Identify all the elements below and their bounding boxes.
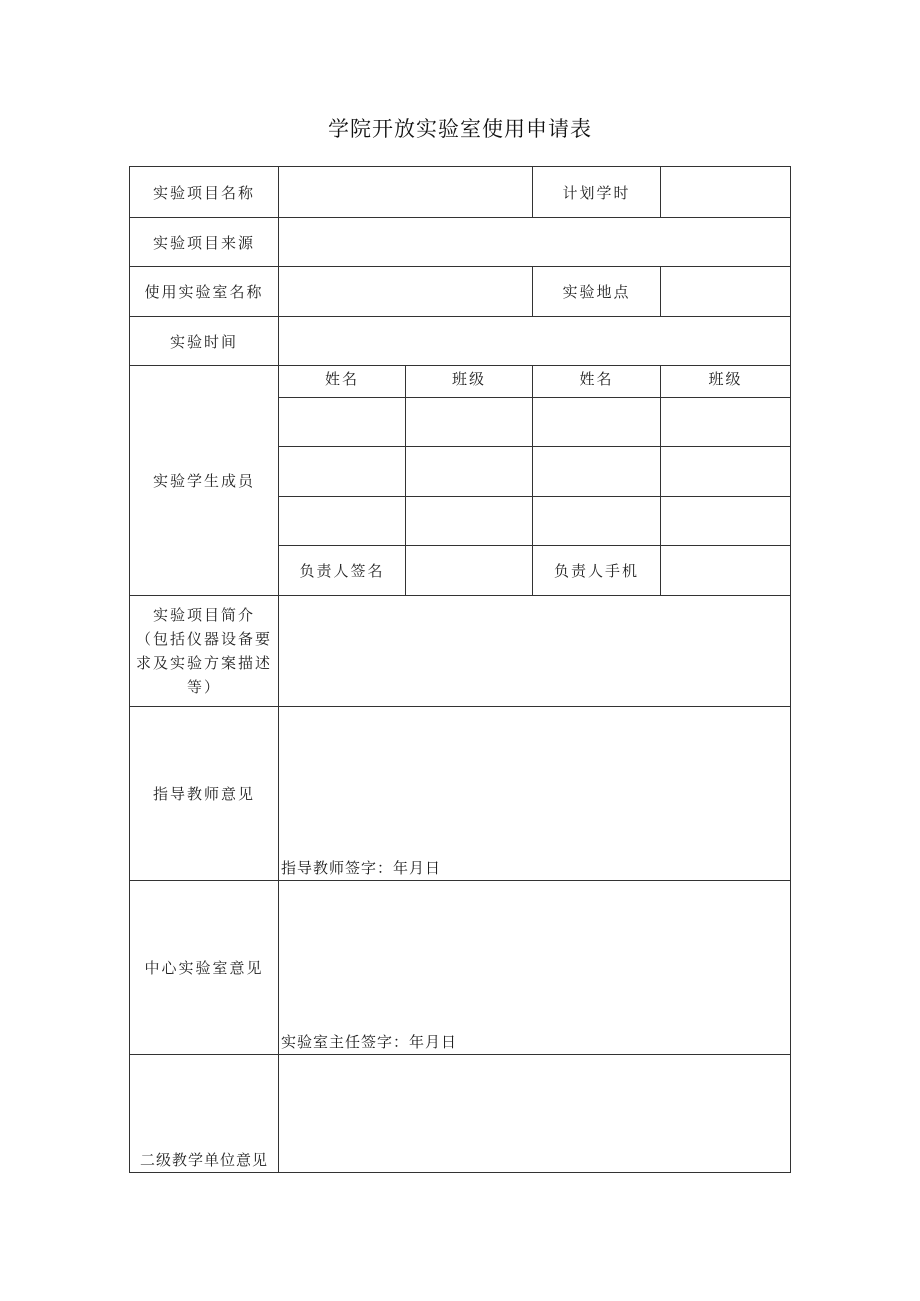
label-leader-signature: 负责人签名 [279,546,406,596]
field-location[interactable] [661,267,791,317]
label-center-opinion: 中心实验室意见 [130,881,279,1055]
field-unit-opinion[interactable] [279,1055,791,1173]
member-class-cell[interactable] [406,447,533,497]
row-time [130,317,791,366]
label-teacher-opinion: 指导教师意见 [130,707,279,881]
row-center-opinion [130,881,791,1055]
col-header-name-1: 姓名 [279,366,406,398]
center-signature-line: 实验室主任签字：年月日 [281,1033,458,1051]
member-name-cell[interactable] [533,398,661,447]
member-class-cell[interactable] [406,497,533,546]
label-time: 实验时间 [130,317,279,366]
field-leader-phone[interactable] [661,546,791,596]
teacher-signature-line: 指导教师签字：年月日 [281,859,442,877]
row-project-source [130,218,791,267]
field-planned-hours[interactable] [661,167,791,218]
intro-title: 实验项目简介 [152,606,255,624]
member-name-cell[interactable] [533,497,661,546]
label-members: 实验学生成员 [130,366,279,596]
row-lab-name [130,267,791,317]
application-form-table [129,166,791,1173]
member-class-cell[interactable] [661,398,791,447]
label-intro [130,596,279,707]
member-class-cell[interactable] [661,497,791,546]
page-title: 学院开放实验室使用申请表 [328,117,592,141]
row-teacher-opinion [130,707,791,881]
field-lab-name[interactable] [279,267,533,317]
label-location: 实验地点 [533,267,661,317]
member-name-cell[interactable] [533,447,661,497]
member-name-cell[interactable] [279,398,406,447]
field-time[interactable] [279,317,791,366]
col-header-name-2: 姓名 [533,366,661,398]
field-center-opinion[interactable] [279,881,791,1055]
intro-note: （包括仪器设备要求及实验方案描述等） [135,630,272,696]
field-leader-signature[interactable] [406,546,533,596]
field-intro[interactable] [279,596,791,707]
label-project-source: 实验项目来源 [130,218,279,267]
row-unit-opinion [130,1055,791,1173]
row-project-name [130,167,791,218]
field-project-source[interactable] [279,218,791,267]
row-intro [130,596,791,707]
label-unit-opinion: 二级教学单位意见 [130,1055,279,1173]
label-planned-hours: 计划学时 [533,167,661,218]
label-project-name: 实验项目名称 [130,167,279,218]
field-teacher-opinion[interactable] [279,707,791,881]
col-header-class-2: 班级 [661,366,791,398]
label-leader-phone: 负责人手机 [533,546,661,596]
member-class-cell[interactable] [406,398,533,447]
member-name-cell[interactable] [279,447,406,497]
col-header-class-1: 班级 [406,366,533,398]
member-name-cell[interactable] [279,497,406,546]
field-project-name[interactable] [279,167,533,218]
label-lab-name: 使用实验室名称 [130,267,279,317]
member-class-cell[interactable] [661,447,791,497]
row-members-header [130,366,791,398]
